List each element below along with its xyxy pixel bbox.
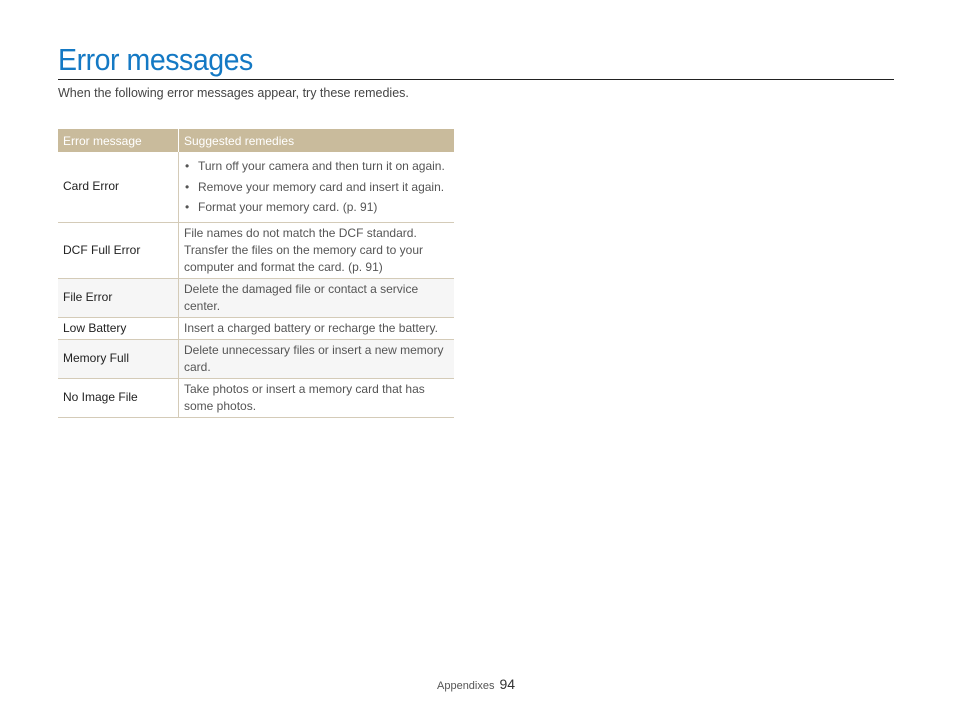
remedy-list-item: • Turn off your camera and then turn it on again. — [184, 156, 450, 177]
header-error-message: Error message — [58, 129, 179, 152]
error-name: DCF Full Error — [58, 222, 179, 278]
remedy-list-item: • Format your memory card. (p. 91) — [184, 197, 450, 218]
footer-section-label: Appendixes — [437, 680, 495, 692]
table-row — [58, 152, 454, 222]
error-name: Memory Full — [58, 339, 179, 378]
error-name: File Error — [58, 278, 179, 317]
page-number: 94 — [499, 676, 516, 692]
table-row — [58, 378, 454, 417]
page-footer — [437, 675, 515, 695]
error-messages-table — [58, 129, 454, 418]
remedy-cell: Delete unnecessary files or insert a new memory card. — [179, 339, 455, 378]
header-suggested-remedies: Suggested remedies — [179, 129, 455, 152]
remedy-list — [184, 154, 450, 220]
page-title: Error messages — [58, 42, 253, 77]
table-header-row — [58, 129, 454, 152]
table-row — [58, 339, 454, 378]
table-row — [58, 278, 454, 317]
remedy-cell: Insert a charged battery or recharge the battery. — [179, 317, 455, 339]
title-divider — [58, 79, 894, 80]
error-name: No Image File — [58, 378, 179, 417]
table-row — [58, 222, 454, 278]
remedy-cell: Delete the damaged file or contact a service center. — [179, 278, 455, 317]
remedy-cell — [179, 152, 455, 222]
table-row — [58, 317, 454, 339]
remedy-cell: File names do not match the DCF standard. Transfer the files on the memory card to your computer and format the card. (p. 91) — [179, 222, 455, 278]
remedy-list-item: • Remove your memory card and insert it again. — [184, 177, 450, 198]
intro-text: When the following error messages appear, try these remedies. — [58, 86, 409, 100]
remedy-cell: Take photos or insert a memory card that has some photos. — [179, 378, 455, 417]
error-name: Card Error — [58, 152, 179, 222]
error-name: Low Battery — [58, 317, 179, 339]
